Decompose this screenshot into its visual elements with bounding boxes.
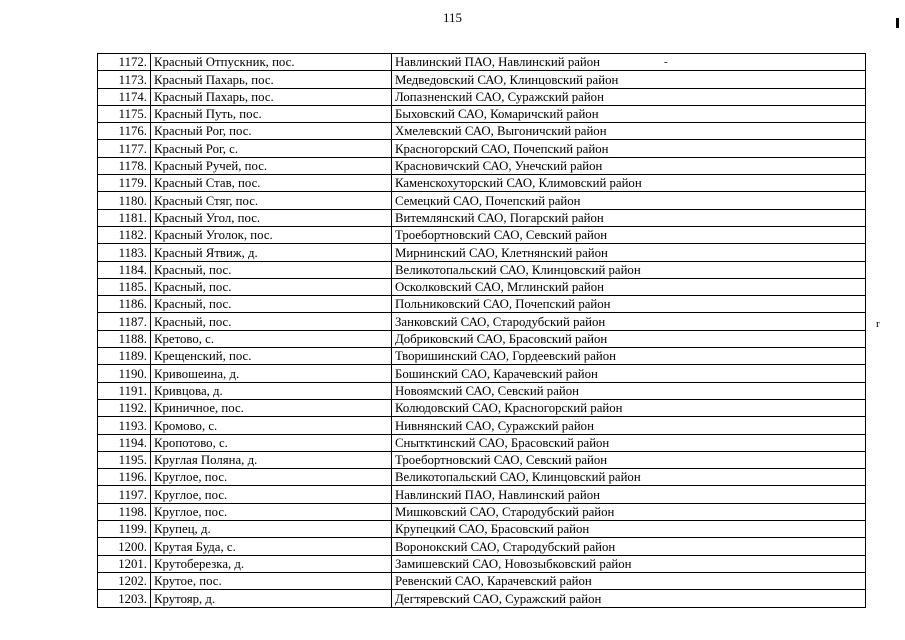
table-row xyxy=(98,365,866,382)
settlement-table xyxy=(97,53,866,608)
district-name: Каменскохуторский САО, Климовский район xyxy=(392,175,866,192)
settlement-name: Круглая Поляна, д. xyxy=(151,451,392,468)
settlement-table-body xyxy=(98,54,866,608)
row-number: 1197. xyxy=(98,486,151,503)
district-name: Занковский САО, Стародубский район xyxy=(392,313,866,330)
row-number: 1185. xyxy=(98,278,151,295)
district-name: Семецкий САО, Почепский район xyxy=(392,192,866,209)
scan-speck-mark: r xyxy=(876,318,880,330)
settlement-name: Кривцова, д. xyxy=(151,382,392,399)
table-row xyxy=(98,382,866,399)
row-number: 1192. xyxy=(98,399,151,416)
table-row xyxy=(98,88,866,105)
table-row xyxy=(98,330,866,347)
settlement-name: Красный Пахарь, пос. xyxy=(151,88,392,105)
district-name: Лопазненский САО, Суражский район xyxy=(392,88,866,105)
district-name: Великотопальский САО, Клинцовский район xyxy=(392,261,866,278)
table-row xyxy=(98,313,866,330)
row-number: 1173. xyxy=(98,71,151,88)
settlement-name: Крещенский, пос. xyxy=(151,348,392,365)
table-row xyxy=(98,555,866,572)
table-row xyxy=(98,226,866,243)
scan-speck-mark: - xyxy=(664,56,668,68)
district-name: Витемлянский САО, Погарский район xyxy=(392,209,866,226)
district-name: Колюдовский САО, Красногорский район xyxy=(392,399,866,416)
row-number: 1194. xyxy=(98,434,151,451)
page-number: 115 xyxy=(442,10,463,25)
table-row xyxy=(98,192,866,209)
table-row xyxy=(98,538,866,555)
settlement-name: Красный Став, пос. xyxy=(151,175,392,192)
settlement-name: Крутая Буда, с. xyxy=(151,538,392,555)
settlement-name: Крутоберезка, д. xyxy=(151,555,392,572)
settlement-name: Круглое, пос. xyxy=(151,469,392,486)
row-number: 1172. xyxy=(98,54,151,71)
district-name: Хмелевский САО, Выгоничский район xyxy=(392,123,866,140)
row-number: 1186. xyxy=(98,296,151,313)
row-number: 1178. xyxy=(98,157,151,174)
district-name: Навлинский ПАО, Навлинский район xyxy=(392,486,866,503)
district-name: Мирнинский САО, Клетнянский район xyxy=(392,244,866,261)
district-name: Великотопальский САО, Клинцовский район xyxy=(392,469,866,486)
settlement-name: Красный Ручей, пос. xyxy=(151,157,392,174)
table-row xyxy=(98,278,866,295)
row-number: 1195. xyxy=(98,451,151,468)
settlement-name: Крупец, д. xyxy=(151,521,392,538)
row-number: 1181. xyxy=(98,209,151,226)
row-number: 1190. xyxy=(98,365,151,382)
row-number: 1177. xyxy=(98,140,151,157)
table-row xyxy=(98,451,866,468)
table-row xyxy=(98,348,866,365)
settlement-name: Крутояр, д. xyxy=(151,590,392,607)
district-name: Троебортновский САО, Севский район xyxy=(392,226,866,243)
settlement-name: Кривошеина, д. xyxy=(151,365,392,382)
district-name: Добриковский САО, Брасовский район xyxy=(392,330,866,347)
row-number: 1182. xyxy=(98,226,151,243)
district-name: Медведовский САО, Клинцовский район xyxy=(392,71,866,88)
settlement-name: Красный, пос. xyxy=(151,296,392,313)
district-name: Навлинский ПАО, Навлинский район xyxy=(392,54,866,71)
district-name: Красногорский САО, Почепский район xyxy=(392,140,866,157)
settlement-name: Кропотово, с. xyxy=(151,434,392,451)
row-number: 1180. xyxy=(98,192,151,209)
table-row xyxy=(98,157,866,174)
table-row xyxy=(98,123,866,140)
settlement-name: Красный Отпускник, пос. xyxy=(151,54,392,71)
row-number: 1199. xyxy=(98,521,151,538)
row-number: 1187. xyxy=(98,313,151,330)
table-row xyxy=(98,175,866,192)
table-row xyxy=(98,296,866,313)
district-name: Творишинский САО, Гордеевский район xyxy=(392,348,866,365)
row-number: 1201. xyxy=(98,555,151,572)
settlement-name: Круглое, пос. xyxy=(151,503,392,520)
district-name: Осколковский САО, Мглинский район xyxy=(392,278,866,295)
district-name: Новоямский САО, Севский район xyxy=(392,382,866,399)
row-number: 1183. xyxy=(98,244,151,261)
district-name: Польниковский САО, Почепский район xyxy=(392,296,866,313)
settlement-name: Крутое, пос. xyxy=(151,572,392,589)
settlement-name: Красный, пос. xyxy=(151,313,392,330)
table-row xyxy=(98,71,866,88)
row-number: 1188. xyxy=(98,330,151,347)
table-row xyxy=(98,209,866,226)
district-name: Воронокский САО, Стародубский район xyxy=(392,538,866,555)
district-name: Крупецкий САО, Брасовский район xyxy=(392,521,866,538)
row-number: 1200. xyxy=(98,538,151,555)
table-row xyxy=(98,54,866,71)
settlement-name: Кромово, с. xyxy=(151,417,392,434)
row-number: 1189. xyxy=(98,348,151,365)
table-row xyxy=(98,399,866,416)
district-name: Нивнянский САО, Суражский район xyxy=(392,417,866,434)
table-row xyxy=(98,469,866,486)
row-number: 1191. xyxy=(98,382,151,399)
row-number: 1196. xyxy=(98,469,151,486)
row-number: 1175. xyxy=(98,105,151,122)
table-row xyxy=(98,503,866,520)
district-name: Замишевский САО, Новозыбковский район xyxy=(392,555,866,572)
district-name: Мишковский САО, Стародубский район xyxy=(392,503,866,520)
row-number: 1193. xyxy=(98,417,151,434)
table-row xyxy=(98,140,866,157)
table-row xyxy=(98,521,866,538)
table-row xyxy=(98,590,866,607)
scan-edge-mark xyxy=(896,18,899,28)
table-row xyxy=(98,261,866,278)
row-number: 1174. xyxy=(98,88,151,105)
district-name: Ревенский САО, Карачевский район xyxy=(392,572,866,589)
district-name: Дегтяревский САО, Суражский район xyxy=(392,590,866,607)
table-row xyxy=(98,434,866,451)
table-row xyxy=(98,572,866,589)
settlement-name: Красный Пахарь, пос. xyxy=(151,71,392,88)
row-number: 1184. xyxy=(98,261,151,278)
district-name: Быховский САО, Комаричский район xyxy=(392,105,866,122)
settlement-name: Красный Уголок, пос. xyxy=(151,226,392,243)
settlement-name: Красный Путь, пос. xyxy=(151,105,392,122)
settlement-name: Круглое, пос. xyxy=(151,486,392,503)
settlement-name: Красный Рог, с. xyxy=(151,140,392,157)
district-name: Троебортновский САО, Севский район xyxy=(392,451,866,468)
row-number: 1198. xyxy=(98,503,151,520)
row-number: 1202. xyxy=(98,572,151,589)
settlement-name: Красный Угол, пос. xyxy=(151,209,392,226)
settlement-name: Красный Стяг, пос. xyxy=(151,192,392,209)
settlement-name: Красный, пос. xyxy=(151,278,392,295)
row-number: 1203. xyxy=(98,590,151,607)
settlement-name: Красный, пос. xyxy=(151,261,392,278)
table-row xyxy=(98,486,866,503)
table-row xyxy=(98,244,866,261)
row-number: 1179. xyxy=(98,175,151,192)
district-name: Снытктинский САО, Брасовский район xyxy=(392,434,866,451)
settlement-name: Криничное, пос. xyxy=(151,399,392,416)
settlement-name: Красный Рог, пос. xyxy=(151,123,392,140)
table-row xyxy=(98,417,866,434)
settlement-name: Красный Ятвиж, д. xyxy=(151,244,392,261)
row-number: 1176. xyxy=(98,123,151,140)
district-name: Красновичский САО, Унечский район xyxy=(392,157,866,174)
settlement-name: Кретово, с. xyxy=(151,330,392,347)
district-name: Бошинский САО, Карачевский район xyxy=(392,365,866,382)
table-row xyxy=(98,105,866,122)
